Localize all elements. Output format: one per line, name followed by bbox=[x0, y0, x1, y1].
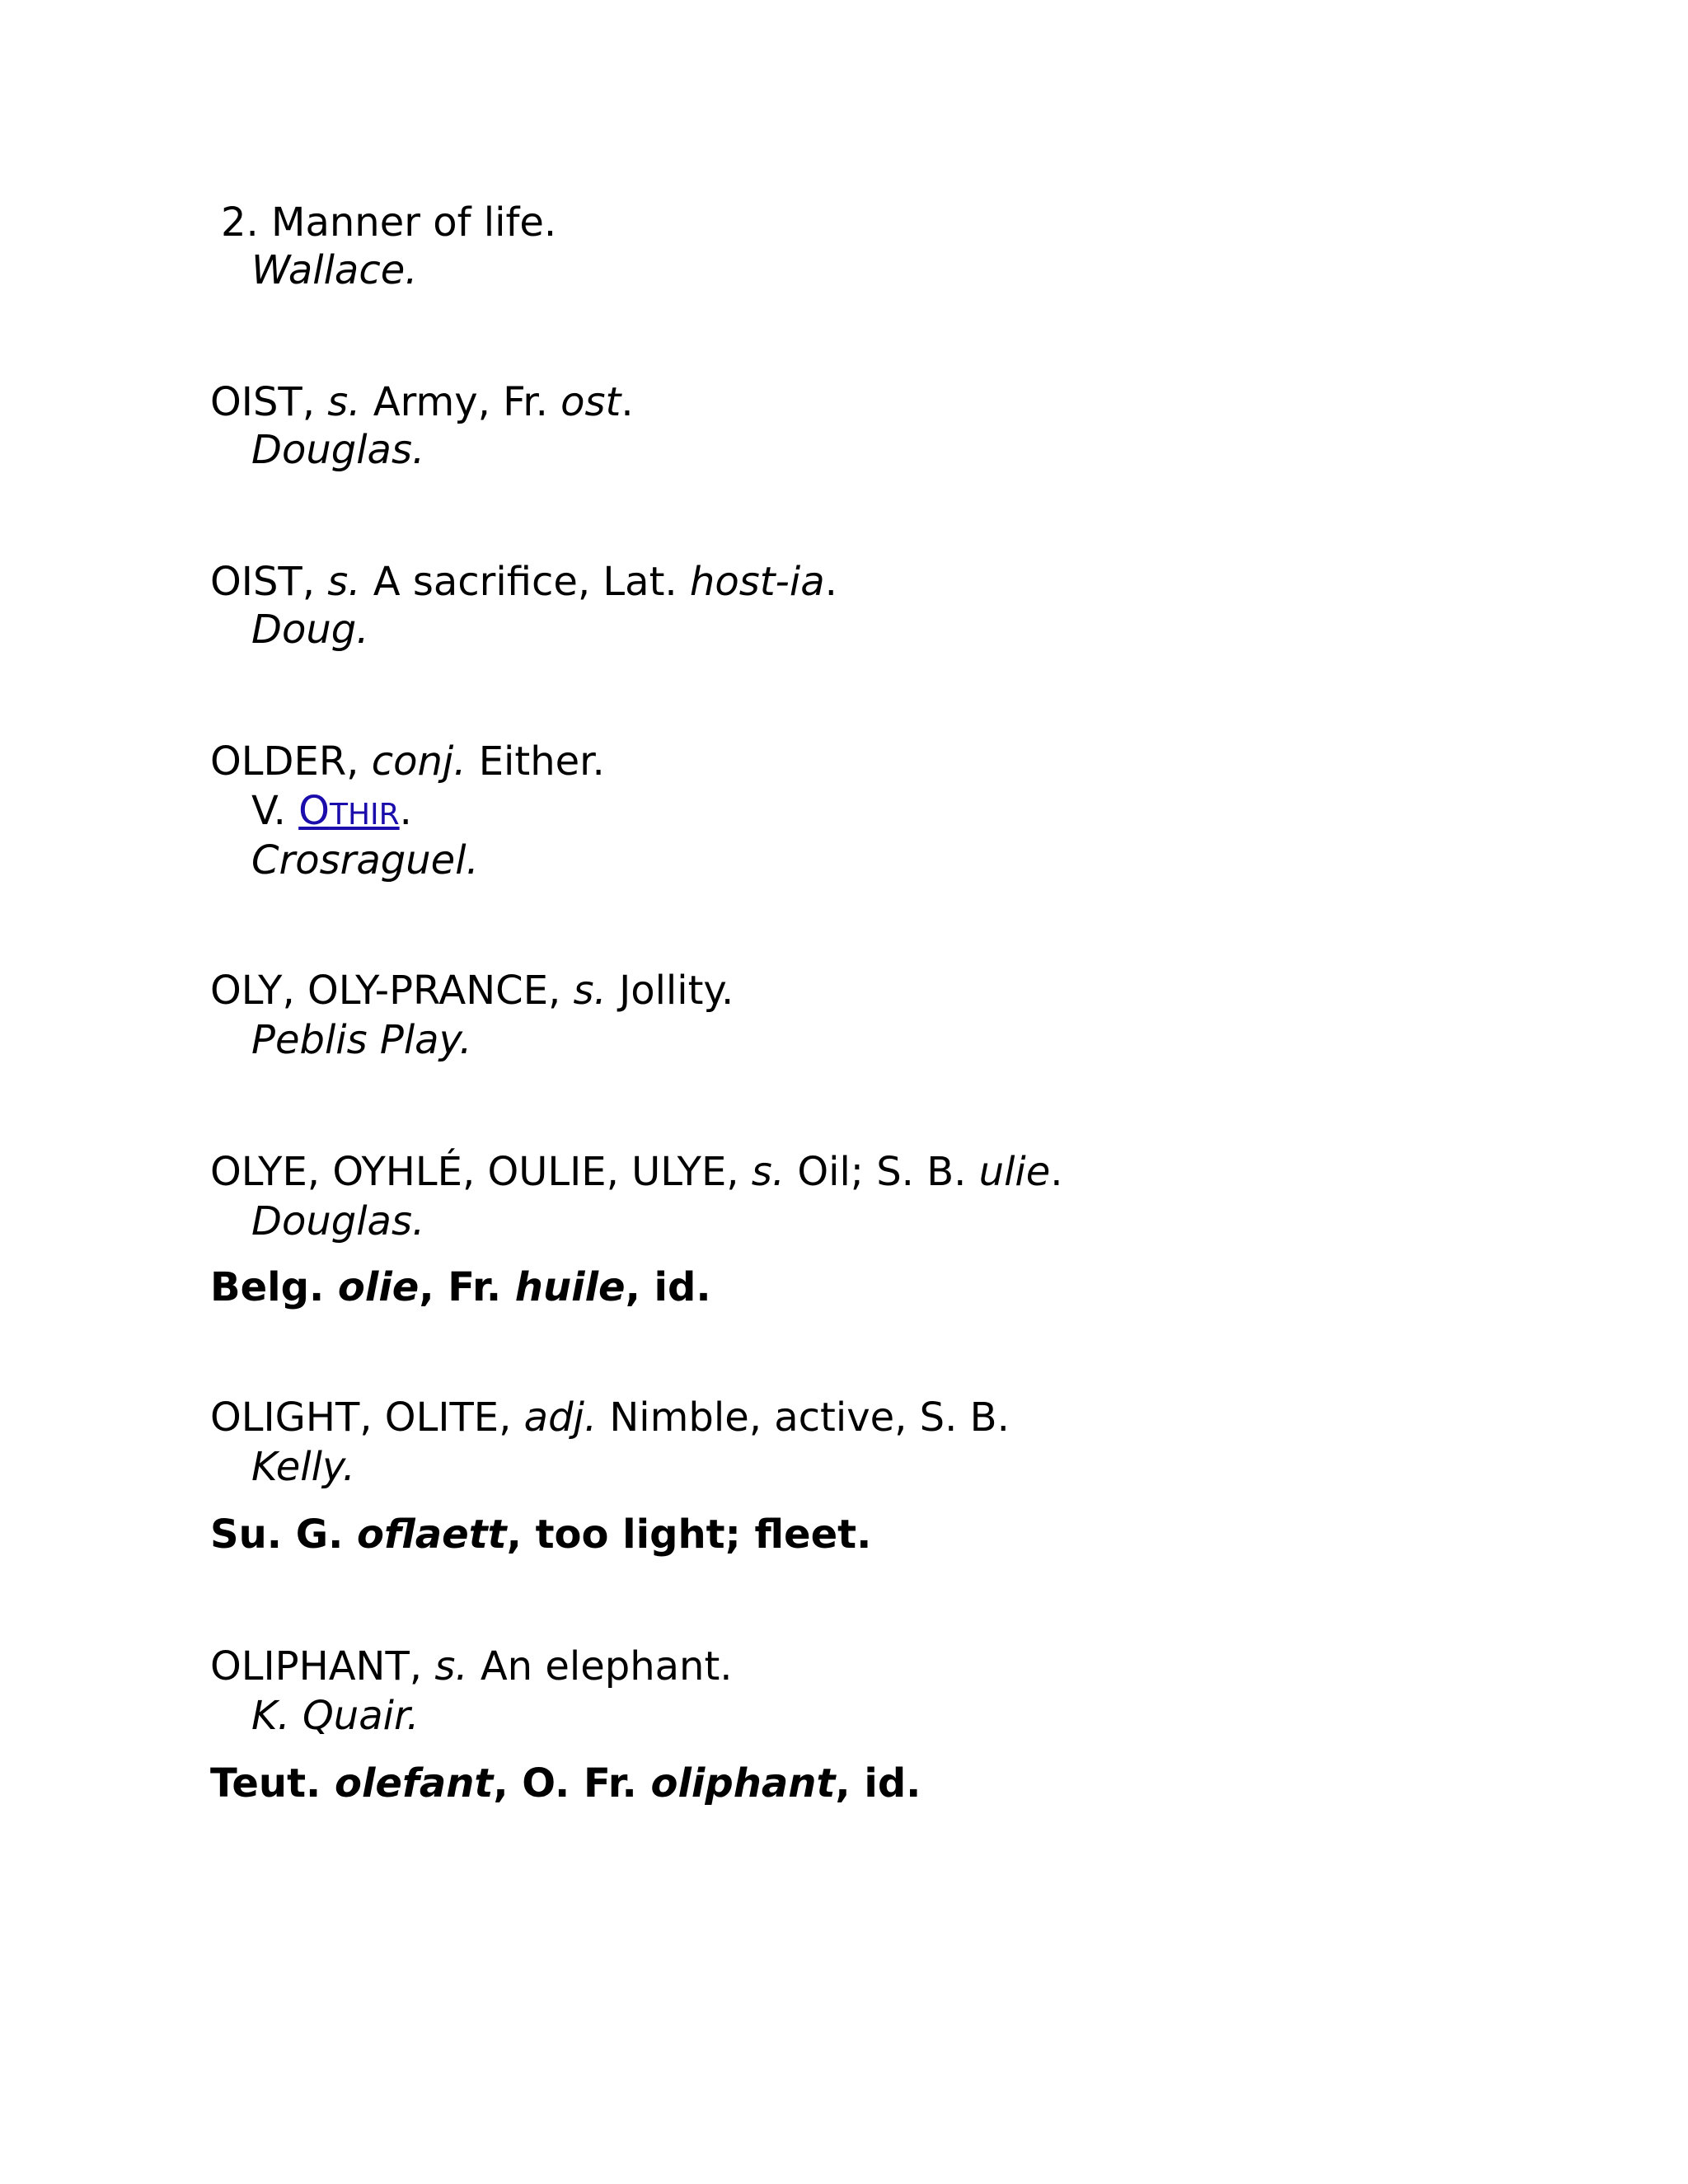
entry-source bbox=[251, 246, 418, 295]
etymon: ost bbox=[560, 379, 621, 425]
entry-source bbox=[251, 425, 424, 475]
etymon: olie bbox=[337, 1264, 420, 1310]
source-citation: Douglas. bbox=[251, 427, 425, 473]
definition: A sacrifice, Lat. bbox=[360, 559, 690, 605]
source-citation: Douglas. bbox=[251, 1198, 425, 1244]
punctuation: . bbox=[824, 559, 837, 605]
etymon: host-ia bbox=[689, 559, 825, 605]
source-citation: Crosraguel. bbox=[251, 837, 479, 883]
part-of-speech: s. bbox=[573, 968, 607, 1014]
etymology-note: Belg. olie, Fr. huile, id. bbox=[210, 1264, 711, 1310]
punctuation: . bbox=[621, 379, 634, 425]
entry-headline bbox=[210, 737, 605, 786]
cross-reference-link[interactable]: OTHIR bbox=[298, 788, 400, 834]
source-citation: Doug. bbox=[251, 607, 369, 653]
entry-headline bbox=[210, 1393, 1010, 1442]
part-of-speech: conj. bbox=[371, 738, 467, 785]
entry-source bbox=[251, 836, 479, 885]
punctuation: . bbox=[1050, 1149, 1063, 1195]
entry-headline bbox=[210, 557, 837, 607]
entry-sense bbox=[221, 198, 556, 247]
headword: OLIPHANT, bbox=[210, 1643, 423, 1690]
source-citation: Kelly. bbox=[251, 1444, 355, 1490]
definition: Army, Fr. bbox=[360, 379, 561, 425]
definition: Jollity. bbox=[606, 968, 734, 1014]
part-of-speech: s. bbox=[434, 1643, 468, 1690]
part-of-speech: s. bbox=[327, 379, 361, 425]
definition: Oil; S. B. bbox=[785, 1149, 979, 1195]
headword: OLY, OLY-PRANCE, bbox=[210, 968, 561, 1014]
source-citation: K. Quair. bbox=[251, 1693, 420, 1739]
entry-source bbox=[251, 1691, 420, 1741]
part-of-speech: adj. bbox=[523, 1394, 598, 1441]
entry-headline bbox=[210, 1642, 733, 1691]
headword: OLDER, bbox=[210, 738, 359, 785]
definition: An elephant. bbox=[467, 1643, 733, 1690]
sense-text: 2. Manner of life. bbox=[221, 199, 557, 246]
source-citation: Wallace. bbox=[251, 247, 418, 293]
entry-source bbox=[251, 1442, 355, 1492]
etymon: oflaett bbox=[357, 1511, 507, 1558]
entry-headline bbox=[210, 377, 634, 427]
definition: Nimble, active, S. B. bbox=[597, 1394, 1010, 1441]
punctuation: . bbox=[399, 788, 412, 834]
entry-headline bbox=[210, 1147, 1063, 1197]
see-also-label: V. bbox=[251, 788, 299, 834]
cross-reference-line bbox=[251, 786, 412, 840]
entry-headline bbox=[210, 966, 734, 1015]
headword: OIST, bbox=[210, 379, 315, 425]
etymon: olefant bbox=[334, 1760, 494, 1807]
part-of-speech: s. bbox=[751, 1149, 785, 1195]
headword: OIST, bbox=[210, 559, 315, 605]
definition: Either. bbox=[466, 738, 605, 785]
etymology-note: Teut. olefant, O. Fr. oliphant, id. bbox=[210, 1760, 921, 1807]
source-citation: Peblis Play. bbox=[251, 1017, 472, 1063]
etymon: huile bbox=[514, 1264, 626, 1310]
etymology-note: Su. G. oflaett, too light; fleet. bbox=[210, 1511, 872, 1558]
part-of-speech: s. bbox=[327, 559, 361, 605]
headword: OLYE, OYHLÉ, OULIE, ULYE, bbox=[210, 1149, 739, 1195]
entry-source bbox=[251, 1197, 424, 1246]
entry-source bbox=[251, 605, 368, 654]
headword: OLIGHT, OLITE, bbox=[210, 1394, 512, 1441]
etymon: oliphant bbox=[650, 1760, 836, 1807]
entry-source bbox=[251, 1015, 472, 1065]
etymon: ulie bbox=[978, 1149, 1051, 1195]
